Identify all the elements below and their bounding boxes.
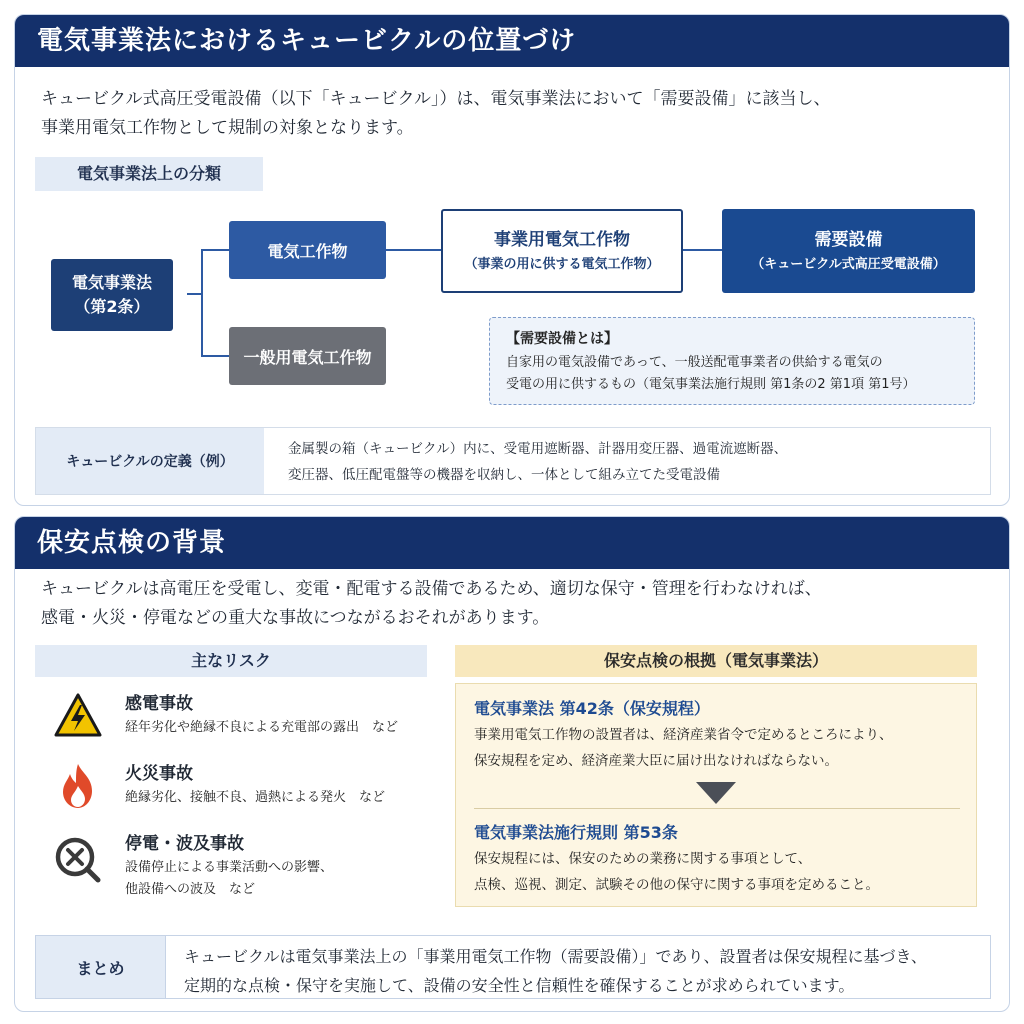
risk-text <box>125 857 333 901</box>
basis-text <box>474 722 893 774</box>
connector-line <box>385 249 441 251</box>
demand-facility-note <box>489 317 975 405</box>
fire-icon <box>53 761 103 811</box>
connector-line <box>681 249 723 251</box>
box-label: 需要設備 <box>814 230 883 250</box>
definition-line: 変圧器、低圧配電盤等の機器を収納し、一体として組み立てた受電設備 <box>288 467 720 483</box>
basis-heading: 保安点検の根拠（電気事業法） <box>455 645 977 677</box>
box-sublabel: （事業の用に供する電気工作物） <box>464 257 660 272</box>
business-electric-facility-box <box>441 209 683 293</box>
basis-text <box>474 846 879 898</box>
connector-line <box>201 249 231 251</box>
note-line: 受電の用に供するもの（電気事業法施行規則 第1条の2 第1項 第1号） <box>506 377 916 392</box>
intro-line: 事業用電気工作物として規制の対象となります。 <box>41 118 414 138</box>
risk-title: 感電事故 <box>125 694 193 714</box>
summary-line: キュービクルは電気事業法上の「事業用電気工作物（需要設備）」であり、設置者は保安規程に基づき、 <box>184 947 927 966</box>
risk-text: 経年劣化や絶縁不良による充電部の露出 など <box>125 720 399 735</box>
box-label: 電気事業法 <box>71 273 152 292</box>
basis-line: 保安規程を定め、経済産業大臣に届け出なければならない。 <box>474 753 838 769</box>
box-sublabel: （キュービクル式高圧受電設備） <box>751 257 946 272</box>
outage-icon <box>53 835 103 885</box>
section-cubicle-position <box>14 14 1010 506</box>
definition-line: 金属製の箱（キュービクル）内に、受電用遮断器、計器用変圧器、過電流遮断器、 <box>288 441 788 457</box>
intro-line: 感電・火災・停電などの重大な事故につながるおそれがあります。 <box>41 608 550 628</box>
connector-line <box>201 355 231 357</box>
note-line: 自家用の電気設備であって、一般送配電事業者の供給する電気の <box>506 355 883 370</box>
electric-hazard-icon <box>53 691 103 741</box>
intro-line: キュービクルは高電圧を受電し、変電・配電する設備であるため、適切な保守・管理を行わなければ、 <box>41 579 822 599</box>
risks-heading: 主なリスク <box>35 645 427 677</box>
summary-label: まとめ <box>36 936 166 998</box>
section-title: 保安点検の背景 <box>15 517 1009 569</box>
basis-line: 点検、巡視、測定、試験その他の保守に関する事項を定めること。 <box>474 877 879 893</box>
intro-line: キュービクル式高圧受電設備（以下「キュービクル」）は、電気事業法において「需要設備」に該当し、 <box>41 89 831 109</box>
connector-line <box>201 249 203 357</box>
risk-item <box>35 753 427 819</box>
risk-title: 火災事故 <box>125 764 193 784</box>
summary-line: 定期的な点検・保守を実施して、設備の安全性と信頼性を確保することが求められています。 <box>184 976 855 995</box>
cubicle-definition-row <box>35 427 991 495</box>
definition-text <box>264 428 990 494</box>
note-title: 【需要設備とは】 <box>506 331 618 347</box>
risk-line: 設備停止による事業活動への影響、 <box>125 860 334 875</box>
section-title: 電気事業法におけるキュービクルの位置づけ <box>15 15 1009 67</box>
arrow-down-icon <box>696 782 736 804</box>
basis-line: 保安規程には、保安のための業務に関する事項として、 <box>474 851 812 867</box>
box-label: （第2条） <box>74 297 150 316</box>
definition-label: キュービクルの定義（例） <box>36 428 264 494</box>
basis-title: 電気事業法施行規則 第53条 <box>474 823 678 842</box>
electric-facility-box: 電気工作物 <box>229 221 386 279</box>
summary-row <box>35 935 991 999</box>
risk-item <box>35 683 427 749</box>
intro-text <box>41 575 822 633</box>
intro-text <box>41 85 830 143</box>
box-label: 事業用電気工作物 <box>494 230 630 250</box>
basis-divider <box>474 808 960 809</box>
risk-title: 停電・波及事故 <box>125 834 244 854</box>
basis-title: 電気事業法 第42条（保安規程） <box>474 699 710 718</box>
risk-text: 絶縁劣化、接触不良、過熱による発火 など <box>125 790 386 805</box>
section-inspection-background <box>14 516 1010 1012</box>
demand-facility-box <box>722 209 975 293</box>
electricity-business-act-box <box>51 259 173 331</box>
risk-line: 他設備への波及 など <box>125 882 256 897</box>
general-electric-facility-box: 一般用電気工作物 <box>229 327 386 385</box>
basis-line: 事業用電気工作物の設置者は、経済産業省令で定めるところにより、 <box>474 727 893 743</box>
summary-text <box>166 936 990 998</box>
basis-panel <box>455 683 977 907</box>
classification-tag: 電気事業法上の分類 <box>35 157 263 191</box>
risk-item <box>35 823 427 911</box>
